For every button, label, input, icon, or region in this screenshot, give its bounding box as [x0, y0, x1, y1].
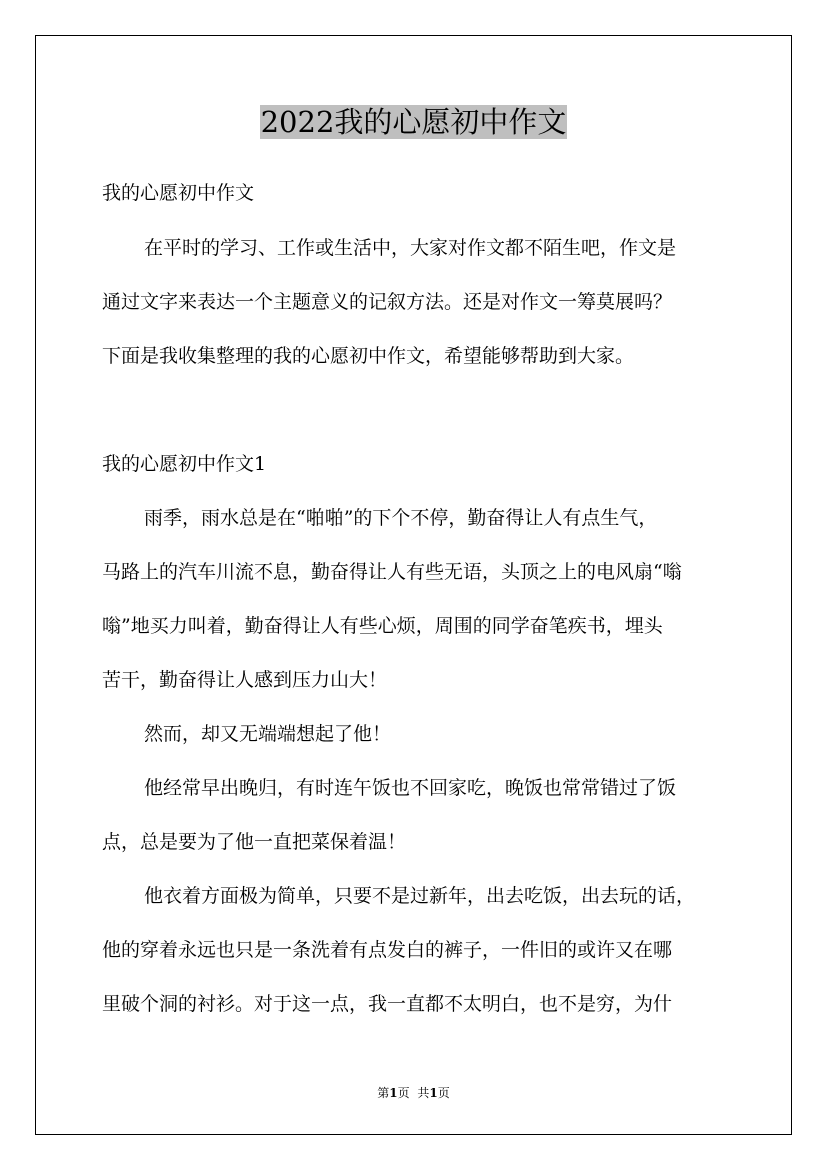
footer-total-number: 1: [429, 1086, 438, 1100]
footer-page-prefix: 第: [377, 1086, 390, 1100]
title-text: 2022我的心愿初中作文: [260, 105, 567, 139]
document-title: [0, 96, 827, 148]
body-line-3: 嗡”地买力叫着，勤奋得让人有些心烦，周围的同学奋笔疾书，埋头: [102, 615, 663, 637]
page-footer: [0, 1084, 827, 1102]
body-line-2: 马路上的汽车川流不息，勤奋得让人有些无语，头顶之上的电风扇“嗡: [102, 561, 682, 583]
body-line-7: 点，总是要为了他一直把菜保着温！: [102, 831, 407, 853]
footer-page-number: 1: [389, 1086, 398, 1100]
body-line-10: 里破个洞的衬衫。对于这一点，我一直都不太明白，也不是穷，为什: [102, 993, 673, 1015]
footer-total-prefix: 共: [417, 1086, 430, 1100]
body-line-4: 苦干，勤奋得让人感到压力山大！: [102, 669, 388, 691]
intro-line-3: 下面是我收集整理的我的心愿初中作文，希望能够帮助到大家。: [102, 345, 635, 367]
section-heading: 我的心愿初中作文1: [102, 453, 267, 475]
body-line-9: 他的穿着永远也只是一条洗着有点发白的裤子，一件旧的或许又在哪: [102, 939, 673, 961]
document-subtitle: 我的心愿初中作文: [102, 182, 255, 204]
body-line-1: 雨季，雨水总是在“啪啪”的下个不停，勤奋得让人有点生气，: [144, 507, 658, 529]
intro-line-2: 通过文字来表达一个主题意义的记叙方法。还是对作文一筹莫展吗？: [102, 291, 673, 313]
footer-total-suffix: 页: [437, 1086, 450, 1100]
body-line-5: 然而，却又无端端想起了他！: [144, 723, 392, 745]
footer-page-suffix: 页: [397, 1086, 410, 1100]
intro-line-1: 在平时的学习、工作或生活中，大家对作文都不陌生吧，作文是: [144, 237, 677, 259]
body-line-8: 他衣着方面极为简单，只要不是过新年，出去吃饭，出去玩的话，: [144, 885, 696, 907]
body-line-6: 他经常早出晚归，有时连午饭也不回家吃，晚饭也常常错过了饭: [144, 777, 677, 799]
